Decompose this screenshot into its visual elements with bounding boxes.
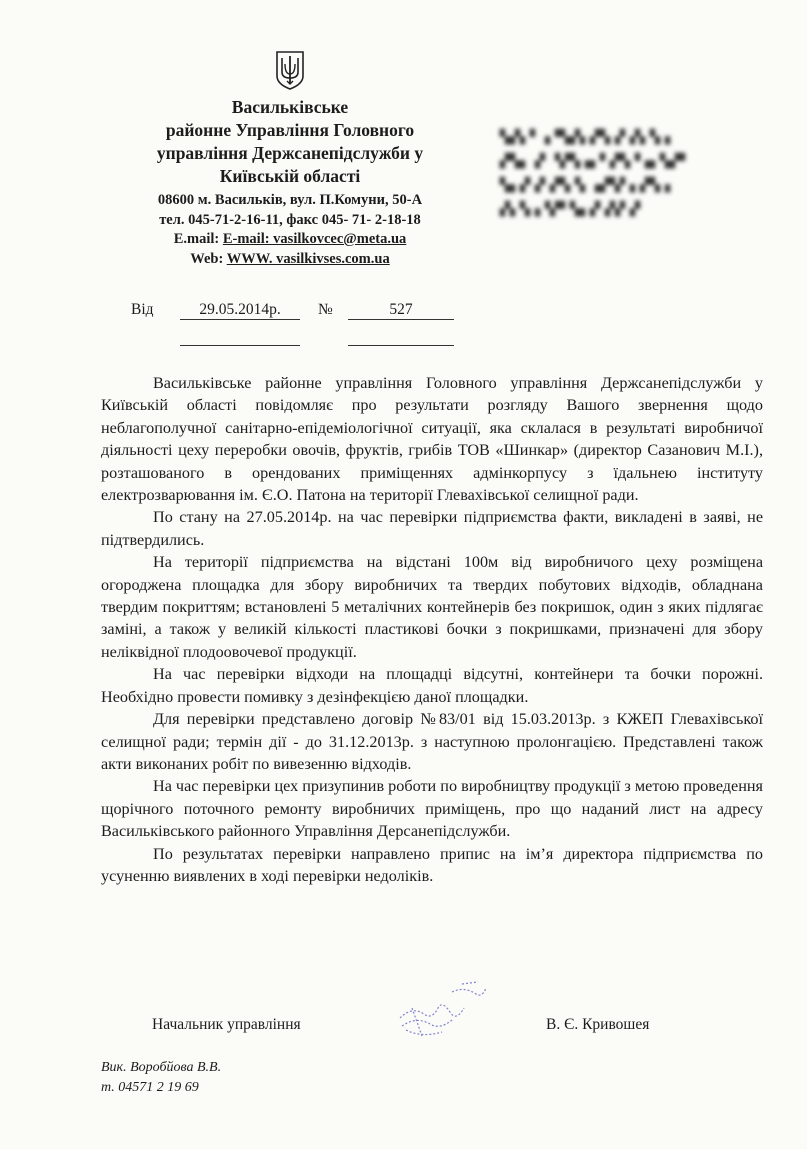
letter-date: 29.05.2014р. [180, 301, 300, 320]
blank-line [348, 345, 454, 346]
body-paragraph: По стану на 27.05.2014р. на час перевірки підприємства факти, викладені в заяві, не підтвердились. [101, 508, 763, 549]
executor-info [101, 1058, 221, 1098]
letterhead [110, 96, 470, 269]
from-label: Від [131, 301, 154, 318]
web-label: Web: [190, 250, 224, 267]
redacted-line: ▞▖▚▗▝▞▘▚▖▞▗▚▘▞ [500, 201, 640, 216]
redacted-line: ▚▞▖▘▗▝▚▞▖▞▚▗▘▞▖▚▗ [500, 129, 670, 144]
letter-number: 527 [348, 301, 454, 320]
body-paragraph: На час перевірки цех призупинив роботи по виробництву продукції з метою проведення щорічного поточного ремонту виробничих приміщень, про що наданий лист на адресу Васильківського районного Управління Дерсанепідслужби. [101, 777, 763, 841]
body-paragraph: Для перевірки представлено договір №83/01 від 15.03.2013р. з КЖЕП Глевахівської селищної ради; термін дії - до 31.12.2013р. з наступною пролонгацією. Представлені також акти виконаних робіт по вивезенню відходів. [101, 710, 763, 773]
body-paragraph: На території підприємства на відстані 100м від виробничого цеху розміщена огороджена площадка для збору виробничих та твердих побутових відходів, обладнана твердим покриттям; встановлені 5 металічних контейнерів без покришок, один з яких підлягає заміні, а також у великій кількості пластикові бочки з покришками, призначені для збору неліквідної плодоовочевої продукції. [101, 553, 763, 661]
signatory-name: В. Є. Кривошея [546, 1016, 650, 1033]
body-paragraph: Васильківське районне управління Головного управління Держсанепідслужби у Київській області повідомляє про результати розгляду Вашого звернення щодо неблагополучної санітарно-епідеміологічної ситуації, яка склалася в результаті виробничої діяльності цеху переробки овочів, фруктів, грибів ТОВ «Шинкар» (директор Сазанович М.І.), розташованого в орендованих приміщеннях адмінкорпусу з їдальнею інституту електрозварювання ім. Є.О. Патона на території Глевахівської селищної ради. [101, 374, 763, 505]
org-name-line: районне Управління Головного [165, 120, 415, 140]
org-name-line: управління Держсанепідслужби у [156, 143, 424, 163]
body-paragraph: По результатах перевірки направлено припис на ім’я директора підприємства по усуненню виявлених в ході перевірки недоліків. [101, 844, 763, 885]
executor-phone: т. 04571 2 19 69 [101, 1080, 199, 1095]
web-link[interactable]: WWW. vasilkivses.com.ua [226, 250, 390, 267]
org-address: 08600 м. Васильків, вул. П.Комуни, 50-А [157, 192, 423, 208]
recipient-block-redacted [500, 125, 710, 221]
body-paragraph: На час перевірки відходи на площадці відсутні, контейнери та бочки порожні. Необхідно провести помивку з дезінфекцією даної площадки. [101, 665, 763, 706]
trident-emblem-icon [275, 50, 305, 90]
email-link[interactable]: E-mail: vasilkovcec@meta.ua [222, 231, 407, 247]
blank-line [180, 345, 300, 346]
redacted-line: ▞▚▖▗▘▝▞▚▗▖▘▞▚▝▗▖▚▞▘ [500, 153, 690, 168]
org-email-row [110, 230, 470, 250]
email-label: E.mail: [173, 231, 220, 247]
org-name-line: Васильківське [231, 97, 349, 117]
org-phone: тел. 045-71-2-16-11, факс 045- 71- 2-18-18 [159, 211, 421, 228]
redacted-line: ▚▖▞▗▘▞▚▝▖▗▞▚▘▖▞▚▗ [500, 177, 670, 192]
executor-name: Вик. Воробйова В.В. [101, 1060, 222, 1075]
letter-body [101, 372, 763, 887]
number-label: № [318, 301, 333, 318]
handwritten-signature-icon [392, 978, 492, 1050]
org-web-row [110, 250, 470, 270]
org-name-line: Київській області [219, 166, 361, 186]
signatory-title: Начальник управління [152, 1016, 301, 1033]
